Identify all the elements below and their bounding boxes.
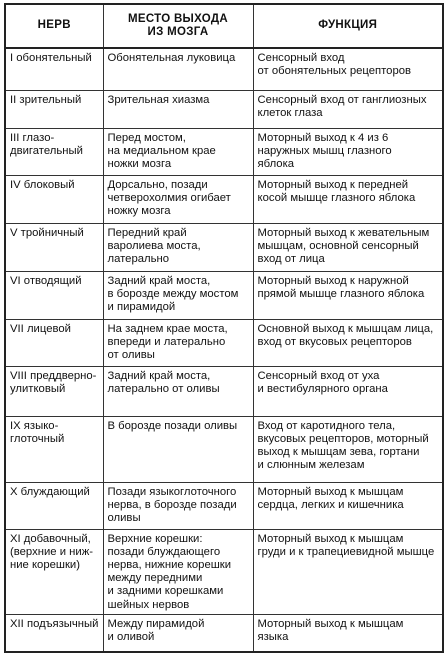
header-function: ФУНКЦИЯ bbox=[253, 4, 443, 48]
exit-cell: Перед мостом, на медиальном крае ножки мозга bbox=[103, 128, 253, 175]
exit-cell: Между пирамидой и оливой bbox=[103, 614, 253, 652]
table-row bbox=[5, 271, 443, 319]
table-row bbox=[5, 482, 443, 529]
nerve-cell: X блуждающий bbox=[5, 482, 103, 529]
table-row bbox=[5, 416, 443, 482]
function-cell: Моторный выход к мышцам груди и к трапециевидной мышце bbox=[253, 529, 443, 614]
nerve-cell: II зрительный bbox=[5, 90, 103, 128]
exit-cell: Дорсально, позади четверохолмия огибает ножку мозга bbox=[103, 175, 253, 223]
nerve-cell: IX языко- глоточный bbox=[5, 416, 103, 482]
function-cell: Вход от каротидного тела, вкусовых рецепторов, моторный выход к мышцам зева, гортани и слюнным железам bbox=[253, 416, 443, 482]
function-cell: Моторный выход к передней косой мышце глазного яблока bbox=[253, 175, 443, 223]
function-cell: Моторный выход к мышцам сердца, легких и кишечника bbox=[253, 482, 443, 529]
function-cell: Моторный выход к 4 из 6 наружных мышц глазного яблока bbox=[253, 128, 443, 175]
header-row bbox=[5, 4, 443, 48]
table-row bbox=[5, 366, 443, 416]
cranial-nerves-table bbox=[4, 3, 444, 653]
function-cell: Моторный выход к жевательным мышцам, основной сенсорный вход от лица bbox=[253, 223, 443, 271]
function-cell: Сенсорный вход от обонятельных рецепторов bbox=[253, 48, 443, 90]
header-nerve: НЕРВ bbox=[5, 4, 103, 48]
table-row bbox=[5, 529, 443, 614]
exit-cell: Обонятельная луковица bbox=[103, 48, 253, 90]
nerve-cell: III глазо- двигательный bbox=[5, 128, 103, 175]
nerve-cell: IV блоковый bbox=[5, 175, 103, 223]
header-exit-place: МЕСТО ВЫХОДА ИЗ МОЗГА bbox=[103, 4, 253, 48]
table-header bbox=[5, 4, 443, 48]
nerve-cell: I обонятельный bbox=[5, 48, 103, 90]
nerve-cell: VI отводящий bbox=[5, 271, 103, 319]
table-row bbox=[5, 614, 443, 652]
function-cell: Сенсорный вход от уха и вестибулярного органа bbox=[253, 366, 443, 416]
exit-cell: Передний край варолиева моста, латерально bbox=[103, 223, 253, 271]
function-cell: Сенсорный вход от ганглиозных клеток глаза bbox=[253, 90, 443, 128]
table-row bbox=[5, 319, 443, 366]
function-cell: Моторный выход к наружной прямой мышце глазного яблока bbox=[253, 271, 443, 319]
exit-cell: Позади языкоглоточного нерва, в борозде позади оливы bbox=[103, 482, 253, 529]
table-row bbox=[5, 90, 443, 128]
table-body bbox=[5, 48, 443, 652]
exit-cell: Верхние корешки: позади блуждающего нерва, нижние корешки между передними и задними корешками шейных нервов bbox=[103, 529, 253, 614]
table-row bbox=[5, 223, 443, 271]
table-row bbox=[5, 48, 443, 90]
nerve-cell: VIII преддверно- улитковый bbox=[5, 366, 103, 416]
exit-cell: На заднем крае моста, впереди и латерально от оливы bbox=[103, 319, 253, 366]
exit-cell: Задний край моста, латерально от оливы bbox=[103, 366, 253, 416]
table-row bbox=[5, 175, 443, 223]
nerve-cell: XI добавочный, (верхние и ниж- ние корешки) bbox=[5, 529, 103, 614]
nerve-cell: XII подъязычный bbox=[5, 614, 103, 652]
nerve-cell: VII лицевой bbox=[5, 319, 103, 366]
exit-cell: В борозде позади оливы bbox=[103, 416, 253, 482]
nerve-cell: V тройничный bbox=[5, 223, 103, 271]
function-cell: Основной выход к мышцам лица, вход от вкусовых рецепторов bbox=[253, 319, 443, 366]
function-cell: Моторный выход к мышцам языка bbox=[253, 614, 443, 652]
exit-cell: Зрительная хиазма bbox=[103, 90, 253, 128]
table-row bbox=[5, 128, 443, 175]
exit-cell: Задний край моста, в борозде между мостом и пирамидой bbox=[103, 271, 253, 319]
